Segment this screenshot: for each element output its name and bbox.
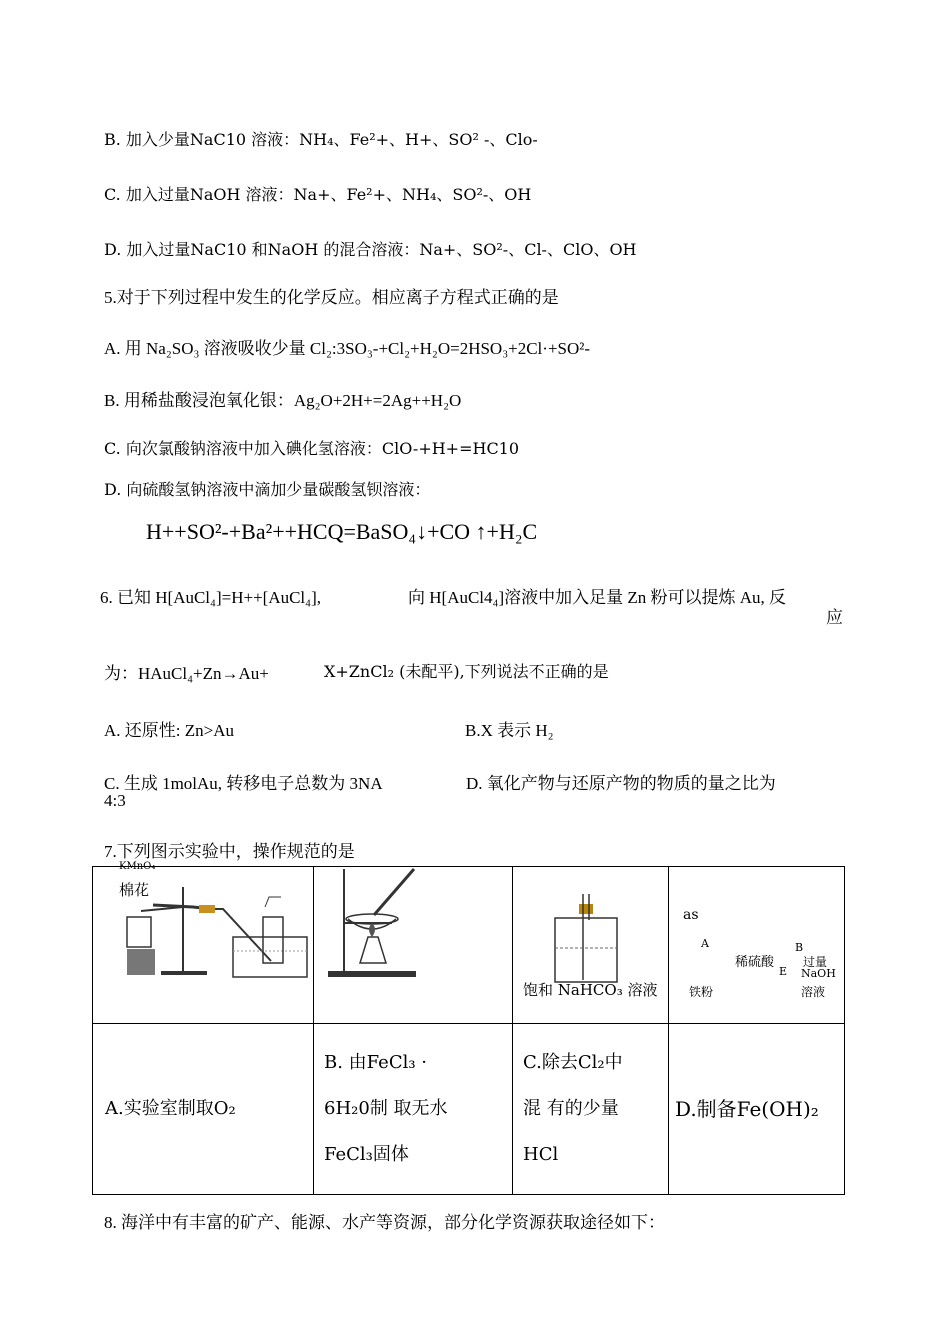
q4-option-b: B. 加入少量NaC10 溶液：NH₄、Fe²+、H+、SO² -、Clo- (104, 130, 538, 149)
caption-b-line2: 6H₂0制 取无水 (324, 1098, 448, 1119)
figure-d-cell (669, 867, 845, 1024)
q6-option-d-tail: 4:3 (104, 791, 126, 810)
caption-d-cell (669, 1024, 845, 1195)
caption-b-line3: FeCl₃固体 (324, 1144, 409, 1165)
figure-d-label-dilute-acid: 稀硫酸 (735, 955, 775, 970)
figure-d-label-naoh: NaOH (801, 967, 836, 980)
caption-c-cell (513, 1024, 669, 1195)
figure-a-label-kmno4: KMnO₄ (119, 861, 156, 872)
figure-a-cell (93, 861, 314, 1024)
caption-b-cell (314, 1024, 513, 1195)
q4-option-d: D. 加入过量NaC10 和NaOH 的混合溶液：Na+、SO²-、Cl-、ClO、OH (104, 240, 637, 259)
figure-d-label-iron-powder: 铁粉 (689, 985, 714, 999)
q6-stem-part3: 应 (826, 608, 843, 627)
caption-c-line2: 混 有的少量 (523, 1098, 619, 1119)
figure-d-label-excess: 过量 (803, 955, 828, 969)
figure-d-label-as: as (683, 907, 699, 923)
q5-option-a: A. 用 Na₂SO₃ 溶液吸收少量 Cl₂:3SO₃-+Cl₂+H₂O=2HSO₃+2Cl·+SO²- (104, 339, 591, 358)
figure-d-label-b: B (795, 941, 804, 954)
figure-a-label-cotton: 棉花 (119, 881, 150, 899)
q5-stem: 5.对于下列过程中发生的化学反应。相应离子方程式正确的是 (104, 288, 559, 307)
figure-b-cell (314, 867, 513, 1024)
figure-d-label-e: E (779, 965, 788, 978)
evaporating-dish-apparatus-figure (314, 867, 512, 1023)
q6-option-a: A. 还原性: Zn>Au (104, 721, 234, 740)
q5-option-b: B. 用稀盐酸浸泡氧化银：Ag₂O+2H+=2Ag++H₂O (104, 391, 462, 410)
q6-stem-part2: 向 H[AuCl4₄]溶液中加入足量 Zn 粉可以提炼 Au, 反 (408, 588, 787, 607)
q5-option-d: D. 向硫酸氢钠溶液中滴加少量碳酸氢钡溶液： (104, 480, 431, 499)
q6-stem-part1: 6. 已知 H[AuCl₄]=H++[AuCl₄], (100, 588, 321, 607)
q5-option-c: C. 向次氯酸钠溶液中加入碘化氢溶液：ClO-+H+=HC10 (104, 439, 520, 458)
q4-option-c: C. 加入过量NaOH 溶液：Na+、Fe²+、NH₄、SO²-、OH (104, 185, 532, 204)
q6-option-c: C. 生成 1molAu, 转移电子总数为 3NA (104, 774, 383, 793)
q6-stem-equation: 为：HAuCl₄+Zn→Au+ (104, 664, 269, 683)
figure-d-label-solution: 溶液 (801, 985, 826, 999)
figure-c-label: 饱和 NaHCO₃ 溶液 (523, 981, 658, 999)
q8-stem: 8. 海洋中有丰富的矿产、能源、水产等资源，部分化学资源获取途径如下： (104, 1213, 665, 1232)
q6-stem-tail: X+ZnCl₂ (未配平),下列说法不正确的是 (324, 662, 609, 681)
q7-stem: 7.下列图示实验中，操作规范的是 (104, 842, 355, 861)
caption-c-line3: HCl (523, 1144, 559, 1165)
q7-experiment-table (92, 861, 845, 1195)
q6-option-b: B.X 表示 H₂ (465, 721, 554, 740)
figure-c-cell (513, 867, 669, 1024)
q6-option-d: D. 氧化产物与还原产物的物质的量之比为 (466, 774, 776, 793)
caption-c-line1: C.除去Cl₂中 (523, 1052, 623, 1073)
q5-option-d-equation: H++SO²-+Ba²++HCQ=BaSO₄↓+CO ↑+H₂C (146, 519, 538, 544)
caption-d: D.制备Fe(OH)₂ (675, 1097, 819, 1121)
figure-d-label-a: A (701, 937, 709, 950)
caption-b-line1: B. 由FeCl₃ · (324, 1052, 428, 1073)
caption-a-cell (93, 1024, 314, 1195)
caption-a: A.实验室制取O₂ (105, 1098, 236, 1119)
